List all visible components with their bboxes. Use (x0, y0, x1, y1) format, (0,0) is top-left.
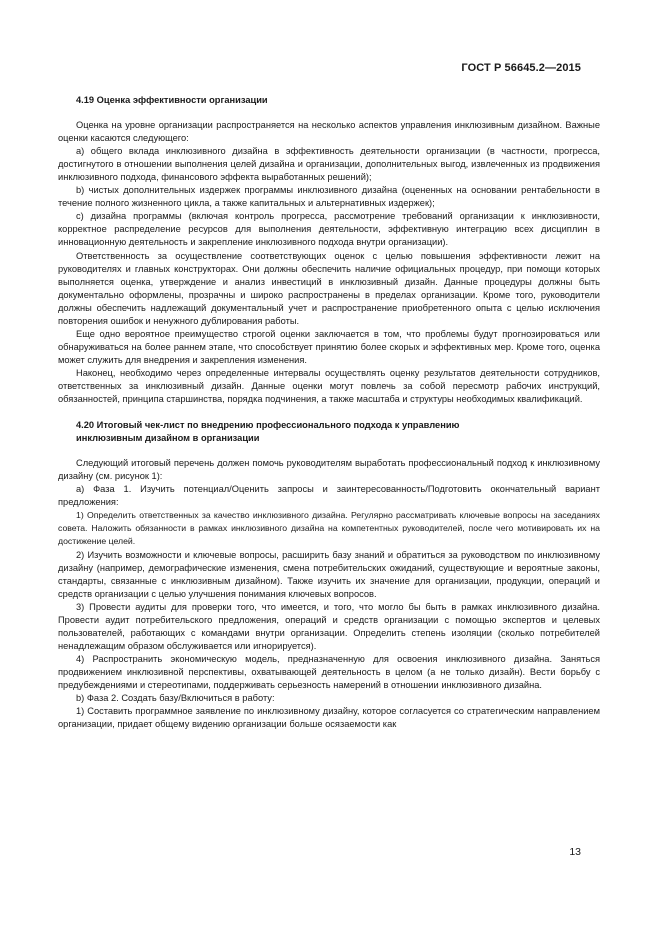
list-item: c) дизайна программы (включая контроль прогресса, рассмотрение требований организации к инклюзивности, корректное распределение ресурсов для выполнения деятельности, эффективную интеграцию всех дисциплин в инновационную деятельность и закрепление инклюзивного подхода внутри организации). (58, 211, 600, 248)
section-420-title-line2: инклюзивным дизайном в организации (76, 433, 260, 444)
list-item: 2) Изучить возможности и ключевые вопросы, расширить базу знаний и обратиться за руководством по инклюзивному дизайну (например, демографические изменения, смена потребительских ожиданий, существующие и вероятные законы, стандарты, связанные с инклюзивным дизайном). Также изучить их значение для организации, продукции, операций и средств организации с целью улучшения понимания ключевых вопросов. (58, 549, 600, 599)
document-code: ГОСТ Р 56645.2—2015 (461, 62, 581, 74)
paragraph: Следующий итоговый перечень должен помочь руководителям выработать профессиональный подход к инклюзивному дизайну (см. рисунок 1): (58, 458, 600, 482)
list-item: 3) Провести аудиты для проверки того, что имеется, и того, что могло бы быть в рамках инклюзивного дизайна. Провести аудит потребительского предложения, операций и средств организации с помощью экспертов и целевых пользователей, работающих с командами внутри организации. Определить степень изоляции (сколько потребителей ненадлежащим образом обслуживается или игнорируется). (58, 601, 600, 651)
list-item: а) общего вклада инклюзивного дизайна в эффективность деятельности организации (в частности, прогресса, достигнутого в отношении выполнения целей дизайна и организации, дополнительных выгод, извлеченных из продвижения инклюзивного подхода, финансового эффекта выработанных решений); (58, 146, 600, 183)
section-420-title (58, 419, 600, 445)
paragraph: Оценка на уровне организации распространяется на несколько аспектов управления инклюзивным дизайном. Важные оценки касаются следующего: (58, 120, 600, 144)
section-419-title: 4.19 Оценка эффективности организации (76, 95, 268, 105)
list-item: 4) Распространить экономическую модель, предназначенную для освоения инклюзивного дизайна. Заняться продвижением инклюзивной перспективы, охватывающей деятельность в целом (а не только дизайн). Вести борьбу с предубеждениями и стереотипами, поддерживать серьезность намерений в отношении инклюзивного дизайна. (58, 653, 600, 690)
list-item: b) Фаза 2. Создать базу/Включиться в работу: (76, 693, 275, 704)
section-420-title-line1: 4.20 Итоговый чек-лист по внедрению профессионального подхода к управлению (76, 420, 460, 431)
paragraph: Еще одно вероятное преимущество строгой оценки заключается в том, что проблемы будут прогнозироваться или обнаруживаться на более раннем этапе, что способствует принятию более скорых и эффективных мер. Кроме того, оценка может служить для внедрения и закрепления изменения. (58, 328, 600, 365)
paragraph: Наконец, необходимо через определенные интервалы осуществлять оценку результатов деятельности сотрудников, ответственных за инклюзивный дизайн. Данные оценки могут повлечь за собой пересмотр рабочих инструкций, обязанностей, принципа старшинства, порядка подчинения, а также масштаба и структуры необходимых квалификаций. (58, 367, 600, 405)
list-item: 1) Определить ответственных за качество инклюзивного дизайна. Регулярно рассматривать ключевые вопросы на заседаниях совета. Наложить обязанности в рамках инклюзивного дизайна на компетентных руководителей, после чего мотивировать их на достижение целей. (58, 510, 600, 547)
paragraph: Ответственность за осуществление соответствующих оценок с целью повышения эффективности лежит на руководителях и главных конструкторах. Они должны обеспечить наличие официальных процедур, при помощи которых выполняется оценка, утверждение и анализ инвестиций в инклюзивный дизайн. Данные процедуры должны быть документально оформлены, прозрачны и широко распространены в пределах организации. Кроме того, руководители должны обеспечить надлежащий документальный учет и распространение приобретенного опыта с целью исключения повторения ошибок и ненужного дублирования работы. (58, 250, 600, 326)
list-item: 1) Составить программное заявление по инклюзивному дизайну, которое согласуется со стратегическим направлением организации, придает общему видению организации больше осязаемости как (58, 706, 600, 730)
list-item: а) Фаза 1. Изучить потенциал/Оценить запросы и заинтересованность/Подготовить окончательный вариант предложения: (58, 484, 600, 508)
list-item: b) чистых дополнительных издержек программы инклюзивного дизайна (оцененных на основании рентабельности в течение полного жизненного цикла, а также капитальных и альтернативных издержек); (58, 185, 600, 209)
page-content (58, 94, 600, 731)
page-number: 13 (569, 846, 581, 858)
